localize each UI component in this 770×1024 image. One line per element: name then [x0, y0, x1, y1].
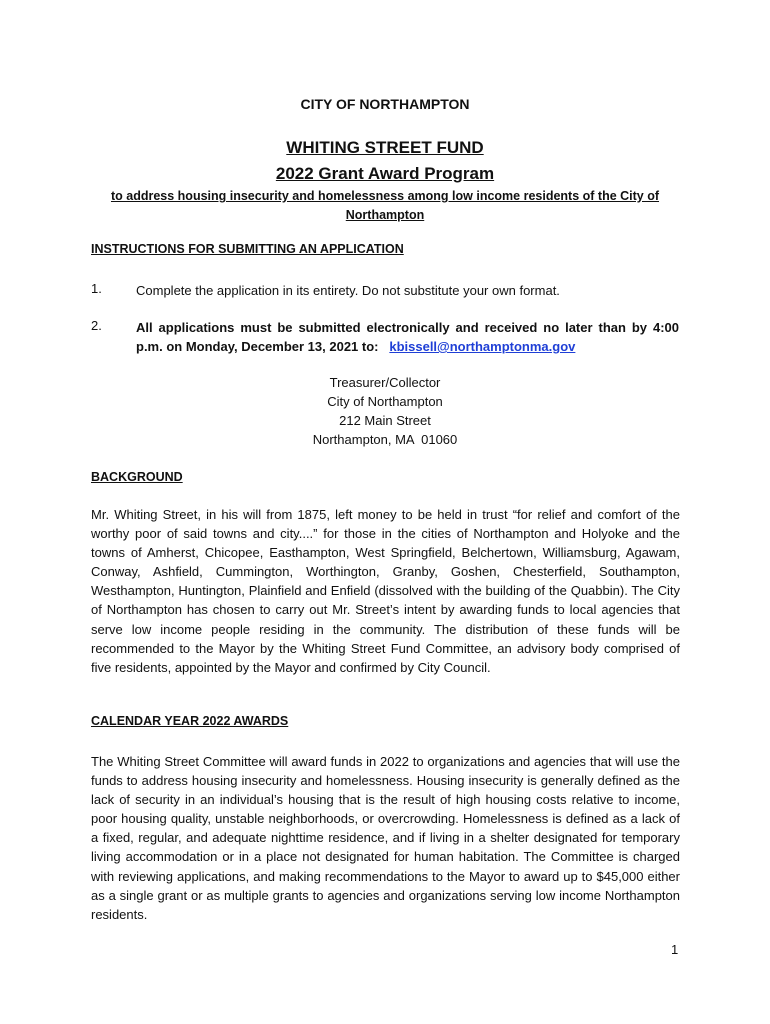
instructions-heading: INSTRUCTIONS FOR SUBMITTING AN APPLICATION — [91, 242, 404, 256]
address-line-1: Treasurer/Collector — [329, 375, 441, 390]
instruction-number-2: 2. — [91, 318, 102, 333]
awards-heading: CALENDAR YEAR 2022 AWARDS — [91, 714, 289, 728]
instruction-text-2-body: All applications must be submitted electronically and received no later than by 4:00 p.m. on Monday, December 13, 2021 to: — [136, 320, 679, 354]
instruction-number-1: 1. — [91, 281, 102, 296]
background-heading: BACKGROUND — [91, 470, 183, 484]
background-paragraph: Mr. Whiting Street, in his will from 1875, left money to be held in trust “for relief and comfort of the worthy poor of said towns and city....” for those in the cities of Northampton and Holyoke and the towns of Amherst, Chicopee, Easthampton, West Springfield, Belchertown, Williamsburg, Agawam, Conway, Ashfield, Cummington, Worthington, Granby, Goshen, Chesterfield, Southampton, Westhampton, Huntington, Plainfield and Enfield (dissolved with the building of the Quabbin). The City of Northampton has chosen to carry out Mr. Street’s intent by awarding funds to local agencies that serve low income people residing in the community. The distribution of these funds will be recommended to the Mayor by the Whiting Street Fund Committee, an advisory body comprised of five residents, appointed by the Mayor and confirmed by City Council. — [91, 507, 680, 675]
awards-paragraph: The Whiting Street Committee will award funds in 2022 to organizations and agencies that will use the funds to address housing insecurity and homelessness. Housing insecurity is generally defined as the lack of security in an individual’s housing that is the result of high housing costs relative to income, poor housing quality, unstable neighborhoods, or overcrowding. Homelessness is defined as a lack of a fixed, regular, and adequate nighttime residence, and if living in a shelter designated for temporary living accommodation or in a place not designated for human habitation. The Committee is charged with reviewing applications, and making recommendations to the Mayor to award up to $45,000 either as a single grant or as multiple grants to agencies and organizations serving low income Northampton residents. — [91, 754, 680, 922]
instruction-text-2 — [136, 318, 679, 356]
instruction-text-1: Complete the application in its entirety. Do not substitute your own format. — [136, 283, 560, 298]
submission-email-link[interactable]: kbissell@northamptonma.gov — [389, 339, 576, 354]
page-number: 1 — [671, 942, 679, 957]
address-line-4: Northampton, MA 01060 — [312, 432, 458, 447]
fund-title: WHITING STREET FUND — [286, 138, 484, 157]
city-heading: CITY OF NORTHAMPTON — [300, 96, 470, 112]
program-subtitle: to address housing insecurity and homelessness among low income residents of the City of Northampton — [110, 189, 660, 222]
program-title: 2022 Grant Award Program — [275, 164, 495, 183]
mailing-address — [0, 373, 770, 449]
address-line-3: 212 Main Street — [339, 413, 431, 428]
address-line-2: City of Northampton — [327, 394, 443, 409]
